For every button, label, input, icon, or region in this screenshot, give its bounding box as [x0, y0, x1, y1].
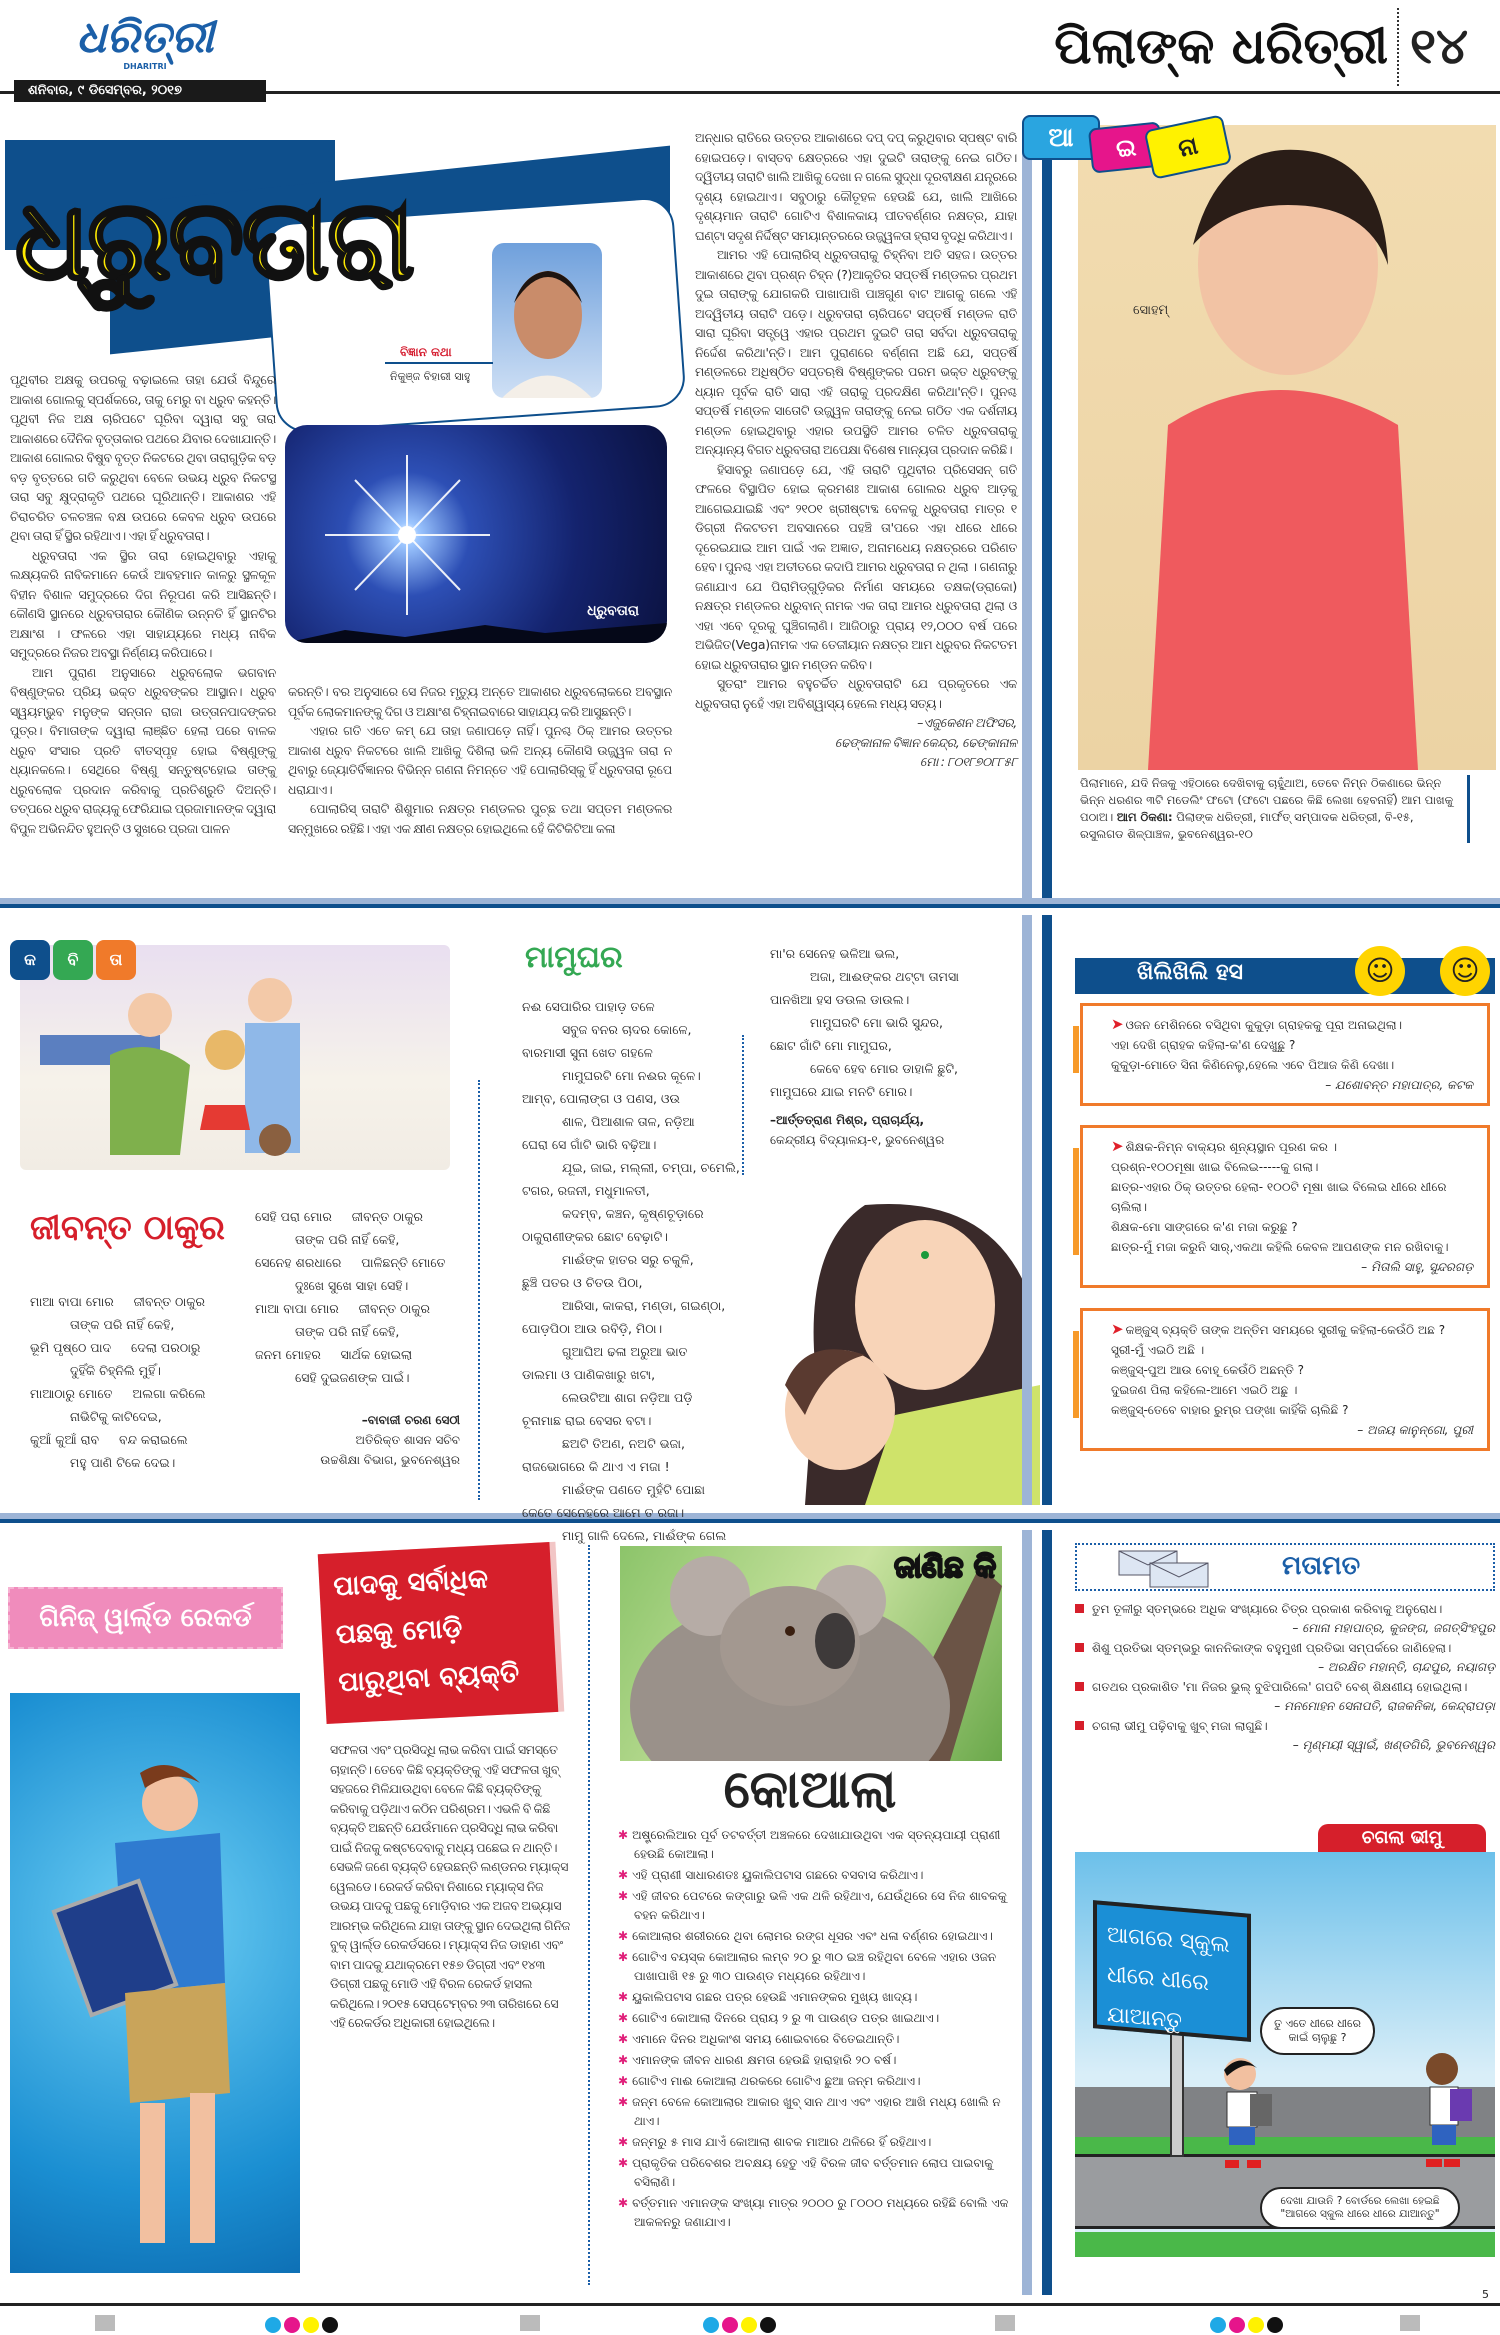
- dotted-divider: [588, 1545, 590, 2285]
- poem-line: ତାଙ୍କ ପରି ନାହିଁ କେହି,: [295, 1324, 400, 1339]
- poem-line: ଜନମ ମୋହର ସାର୍ଥକ ହୋଇଲା: [255, 1347, 413, 1362]
- poem-line: ଡାଲମା ଓ ପାଣିକଖାରୁ ଖଟା,: [522, 1367, 656, 1382]
- note-text: ପିଲାମାନେ, ଯଦି ନିଜକୁ ଏହିଠାରେ ଦେଖିବାକୁ ଚାହୁଁଥାଅ, ତେବେ ନିମ୍ନ ଠିକଣାରେ ଭିନ୍ନ ଭିନ୍ନ ଧରଣର ୩ଟି ମଡେଲିଂ ଫଟୋ (ଫଟୋ ପଛରେ କିଛି ଲେଖା ହେବନାହିଁ) ଆମ ପାଖକୁ ପଠାଅ।: [1080, 776, 1454, 824]
- asterisk-bullet-icon: ✱: [618, 2011, 629, 2025]
- koala-title: କୋଆଲା: [723, 1760, 897, 1820]
- aaina-note: [1080, 775, 1470, 843]
- bullet-square-icon: [1075, 1643, 1084, 1652]
- joke-card: [1080, 1125, 1490, 1288]
- logo-subtext: DHARITRI: [123, 62, 167, 71]
- poem-line: ତାଙ୍କ ପରି ନାହିଁ କେହି,: [70, 1317, 175, 1332]
- gray-mark: [1400, 2315, 1420, 2331]
- poem-line: ପୋଡ଼ପିଠା ଆଉ ରବିଡ଼ି, ମିଠା।: [522, 1321, 663, 1336]
- article-left-column: [10, 370, 276, 838]
- poem-line: ମାମୁଘରଟି ମୋ ନଈର କୂଳେ।: [562, 1068, 701, 1083]
- poem-line: ମାଈଁଙ୍କ ପଣତେ ମୁହଁଟି ପୋଛା: [562, 1482, 706, 1497]
- bullet-square-icon: [1075, 1682, 1084, 1691]
- poem-line: ମାଈଁଙ୍କ ହାତର ସରୁ ଚକୁଳି,: [562, 1252, 694, 1267]
- arrow-bullet-icon: ➤: [1111, 1320, 1124, 1338]
- asterisk-bullet-icon: ✱: [618, 1950, 629, 1964]
- section-divider: [0, 898, 1500, 908]
- paragraph: ଅନ୍ଧାର ରାତିରେ ଉତ୍ତର ଆକାଶରେ ଦପ୍ ଦପ୍ କରୁଥିବାର ସ୍ପଷ୍ଟ ବାରି ହୋଇପଡ଼େ। ବାସ୍ତବ କ୍ଷେତ୍ରରେ ଏହା ଦୁଇଟି ତାରାଙ୍କୁ ନେଇ ଗଠିତ। ଦ୍ୱିତୀୟ ତାରାଟି ଖାଲି ଆଖିକୁ ଦେଖା ନ ଗଲେ ସୁଦ୍ଧା ଦୂରବୀକ୍ଷଣ ଯନ୍ତ୍ରରେ ଦୃଶ୍ୟ ହୋଇଥାଏ। ସବୁଠାରୁ କୌତୂହଳ ହେଉଛି ଯେ, ଖାଲି ଆଖିରେ ଦୃଶ୍ୟମାନ ତାରାଟି ଗୋଟିଏ ବିଶାଳକାୟ ପୀତବର୍ଣ୍ଣର ନକ୍ଷତ୍ର, ଯାହା ଘଣ୍ଟା ସଦୃଶ ନିର୍ଦ୍ଦିଷ୍ଟ ସମୟାନ୍ତରରେ ଉଜ୍ଜ୍ୱଳତା ହ୍ରାସ ବୃଦ୍ଧି କରିଥାଏ।: [695, 130, 1017, 243]
- kicker-rule: [385, 362, 493, 364]
- poem-line: ମାଆଠାରୁ ମୋତେ ଅଲଗା କରିଲେ: [30, 1386, 206, 1401]
- bullet-square-icon: [1075, 1721, 1084, 1730]
- poem-line: ନଈ ସେପାରିର ପାହାଡ଼ ତଳେ: [522, 999, 655, 1014]
- address-label: ଆମ ଠିକଣା:: [1116, 810, 1173, 824]
- paragraph: ସଫଳତା ଏବଂ ପ୍ରସିଦ୍ଧି ଲାଭ କରିବା ପାଇଁ ସମସ୍ତେ ଚାହାନ୍ତି। ତେବେ କିଛି ବ୍ୟକ୍ତିଙ୍କୁ ଏହି ସଫଳତା ଖୁବ୍ ସହଜରେ ମିଳିଯାଉଥିବା ବେଳେ କିଛି ବ୍ୟକ୍ତିଙ୍କୁ କରିବାକୁ ପଡ଼ିଥାଏ କଠିନ ପରିଶ୍ରମ। ଏଭଳି ବି କିଛି ବ୍ୟକ୍ତି ଅଛନ୍ତି ଯେଉଁମାନେ ପ୍ରସିଦ୍ଧି ଲାଭ କରିବା ପାଇଁ ନିଜକୁ କଷ୍ଟଦେବାକୁ ମଧ୍ୟ ପଛେଇ ନ ଥାନ୍ତି। ସେଭଳି ଜଣେ ବ୍ୟକ୍ତି ହେଉଛନ୍ତି ଲଣ୍ଡନର ମ୍ୟାକ୍ସ ୱେଲଡେ। ରେକର୍ଡ କରିବା ନିଶାରେ ମ୍ୟାକ୍ସ ନିଜ ଉଭୟ ପାଦକୁ ପଛକୁ ମୋଡ଼ିବାର ଏକ ଅଜବ ଅଭ୍ୟାସ ଆରମ୍ଭ କରିଥିଲେ ଯାହା ତାଙ୍କୁ ସ୍ଥାନ ଦେଇଥିଲା ଗିନିଜ ବୁକ୍ ୱାର୍ଲ୍ଡ ରେକର୍ଡସରେ। ମ୍ୟାକ୍ସ ନିଜ ଡାହାଣ ଏବଂ ବାମ ପାଦକୁ ଯଥାକ୍ରମେ ୧୫୭ ଡିଗ୍ରୀ ଏବଂ ୧୪୩ ଡିଗ୍ରୀ ପଛକୁ ମୋଡି ଏହି ବିରଳ ରେକର୍ଡ ହାସଲ କରିଥିଲେ। ୨୦୧୫ ସେପ୍ଟେମ୍ବର ୨୩ ତାରିଖରେ ସେ ଏହି ରେକର୍ଡର ଅଧିକାରୀ ହୋଇଥିଲେ।: [330, 1742, 571, 2030]
- poem-line: ଛୁଞ୍ଚି ପତର ଓ ଚିତଉ ପିଠା,: [522, 1275, 643, 1290]
- column-divider-light: [1022, 1530, 1032, 2295]
- signoff-phone: ମୋ : ୮୦୧୮୭୦୮୮୫୮: [919, 754, 1017, 769]
- letter-item: [1075, 1678, 1495, 1716]
- guinness-headline: ପାଦକୁ ସର୍ବାଧିକ ପଛକୁ ମୋଡ଼ି ପାରୁଥିବା ବ୍ୟକ୍ତି: [318, 1542, 559, 1724]
- joke-card: [1080, 1003, 1490, 1106]
- asterisk-bullet-icon: ✱: [618, 2053, 629, 2067]
- poem-line: ଯୂଇ, ଜାଇ, ମଲ୍ଲୀ, ଚମ୍ପା, ଚମେଲି,: [562, 1160, 740, 1175]
- letter-text: ଶିଶୁ ପ୍ରତିଭା ସ୍ତମ୍ଭରୁ କାନନିକାଙ୍କ ବହୁମୁଖୀ ପ୍ରତିଭା ସମ୍ପର୍କରେ ଜାଣିହେଲା।: [1092, 1641, 1452, 1655]
- joke-line: ଛାତ୍ର-ମୁଁ ମଜା କରୁନି ସାର୍,ଏକଥା କହିଲି କେବଳ ଆପଣଙ୍କ ମନ ରଖିବାକୁ।: [1111, 1240, 1449, 1254]
- paragraph: କରନ୍ତି। ବର ଅନୁସାରେ ସେ ନିଜର ମୃତ୍ୟୁ ଅନ୍ତେ ଆକାଶର ଧ୍ରୁବଲୋକରେ ଅବସ୍ଥାନ ପୂର୍ବକ ଲୋକମାନଙ୍କୁ ଦିଗ ଓ ଅକ୍ଷାଂଶ ଚିହ୍ନାଇବାରେ ସାହାଯ୍ୟ କରି ଆସୁଛନ୍ତି।: [288, 684, 672, 719]
- dotted-divider: [478, 1080, 480, 1500]
- letters-title: ମତାମତ: [1282, 1551, 1361, 1581]
- footer-rule: [0, 2303, 1500, 2306]
- fact-item: ✱ ପ୍ରାକୃତିକ ପରିବେଶର ଅବକ୍ଷୟ ହେତୁ ଏହି ବିରଳ ଜୀବ ବର୍ତ୍ତମାନ ଲୋପ ପାଇବାକୁ ବସିଲାଣି।: [618, 2156, 994, 2189]
- arrow-bullet-icon: ➤: [1111, 1015, 1124, 1033]
- poem-title: ଜୀବନ୍ତ ଠାକୁର: [30, 1208, 225, 1248]
- paragraph: ଆମ ପୁରାଣ ଅନୁସାରେ ଧ୍ରୁବଲୋକ ଭଗବାନ ବିଷ୍ଣୁଙ୍କର ପ୍ରିୟ ଭକ୍ତ ଧ୍ରୁବଙ୍କର ଆସ୍ଥାନ। ଧ୍ରୁବ ସ୍ୱୟମ୍ଭୁବ ମନୁଙ୍କ ସନ୍ତାନ ରାଜା ଉତ୍ତାନପାଦଙ୍କର ପୁତ୍ର। ବିମାତାଙ୍କ ଦ୍ୱାରା ଲାଞ୍ଛିତ ହେଲା ପରେ ବାଳକ ଧ୍ରୁବ ସଂସାର ପ୍ରତି ବୀତସ୍ପୃହ ହୋଇ ବିଷ୍ଣୁଙ୍କୁ ଧ୍ୟାନକଲେ। ସେଥିରେ ବିଷ୍ଣୁ ସନ୍ତୁଷ୍ଟହୋଇ ତାଙ୍କୁ ଧ୍ରୁବଲୋକ ପ୍ରଦାନ କରିବାକୁ ପ୍ରତିଶ୍ରୁତି ଦିଅନ୍ତି। ତତ୍ପରେ ଧ୍ରୁବ ରାଜ୍ୟକୁ ଫେରିଯାଇ ପ୍ରଜାମାନଙ୍କ ଦ୍ୱାରା ବିପୁଳ ଅଭିନନ୍ଦିତ ହୁଅନ୍ତି ଓ ସୁଖରେ ପ୍ରଜା ପାଳନ: [10, 664, 276, 836]
- thumbs-up-emoji-icon: ☺: [1440, 946, 1490, 996]
- poem-line: ମାମୁଘରେ ଯାଇ ମନଟି ମୋର।: [770, 1084, 913, 1099]
- column-divider-dark: [1042, 915, 1052, 1505]
- letter-text: ତୁମ ତୂଳୀରୁ ସ୍ତମ୍ଭରେ ଅଧିକ ସଂଖ୍ୟାରେ ଚିତ୍ର ପ୍ରକାଶ କରିବାକୁ ଅନୁରୋଧ।: [1092, 1602, 1443, 1616]
- cmyk-dots: [1210, 2317, 1283, 2333]
- image-caption: ଧ୍ରୁବତାରା: [587, 603, 639, 619]
- letters-list: [1075, 1600, 1495, 1756]
- kavita-tab: ତା: [96, 940, 136, 980]
- letters-header: [1075, 1543, 1495, 1591]
- poem-line: ବାରମାସୀ ସୁନା ଖେତ ଗହଳେ: [522, 1045, 653, 1060]
- poem-title: ମାମୁଘର: [525, 940, 623, 975]
- poem-line: ଟଗର, ରଜନୀ, ମଧୁମାଳତୀ,: [522, 1183, 650, 1198]
- poem-line: ଲେଉଟିଆ ଶାଗ ନଡ଼ିଆ ପଡ଼ି: [562, 1390, 693, 1405]
- registration-marks: [0, 2315, 1500, 2335]
- dotted-divider: [742, 1035, 744, 1175]
- asterisk-bullet-icon: ✱: [618, 1828, 629, 1842]
- gray-mark: [995, 2315, 1015, 2331]
- poem-line: ସେହି ପରା ମୋର ଜୀବନ୍ତ ଠାକୁର: [255, 1209, 424, 1224]
- poem-line: କଦମ୍ବ, କଞ୍ଚନ, କୃଷ୍ଣଚୂଡ଼ାରେ: [562, 1206, 704, 1221]
- speech-bubble: ଦେଖା ଯାଉନି ? ବୋର୍ଡରେ ଲେଖା ହେଇଛି "ଆଗରେ ସ୍କୁଲ ଧୀରେ ଧୀରେ ଯାଆନ୍ତୁ": [1260, 2187, 1460, 2229]
- fact-item: ✱ ଜନ୍ମରୁ ୫ ମାସ ଯାଏଁ କୋଆଲା ଶାବକ ମାଆର ଥଳିରେ ହିଁ ରହିଥାଏ।: [618, 2135, 932, 2149]
- address: ପିଲାଙ୍କ ଧରିତ୍ରୀ, ମାର୍ଫତ୍ ସମ୍ପାଦକ ଧରିତ୍ରୀ, ବି-୧୫, ରସୁଲଗଡ ଶିଳ୍ପାଞ୍ଚଳ, ଭୁବନେଶ୍ୱର-୧୦: [1080, 810, 1414, 841]
- joke-lines: [1111, 1014, 1473, 1075]
- poem-column: [30, 1290, 250, 1474]
- asterisk-bullet-icon: ✱: [618, 1868, 629, 1882]
- folio: 5: [1482, 2288, 1489, 2301]
- asterisk-bullet-icon: ✱: [618, 2156, 629, 2170]
- date-bar: ଶନିବାର, ୯ ଡିସେମ୍ବର, ୨୦୧୭: [14, 80, 266, 102]
- poem-line: ଶାଳ, ପିଆଶାଳ ତାଳ, ନଡ଼ିଆ: [562, 1114, 695, 1129]
- jokes-header: [1075, 954, 1495, 994]
- poem-line: ରାଜଭୋଗରେ କି ଥାଏ ଏ ମଜା !: [522, 1459, 670, 1474]
- poem-line: ମାମୁଘରଟି ମୋ ଭାରି ସୁନ୍ଦର,: [810, 1015, 943, 1030]
- letter-item: [1075, 1717, 1495, 1755]
- asterisk-bullet-icon: ✱: [618, 1929, 629, 1943]
- joke-card: [1080, 1308, 1490, 1451]
- fact-item: ✱ ଗୋଟିଏ କୋଆଲା ଦିନରେ ପ୍ରାୟ ୨ ରୁ ୩ ପାଉଣ୍ଡ ପତ୍ର ଖାଇଥାଏ।: [618, 2011, 940, 2025]
- joke-line: ଛାତ୍ର-ଏହାର ଠିକ୍ ଉତ୍ତର ହେଲା- ୧୦୦ଟି ମୂଷା ଖାଇ ବିଲେଇ ଧୀରେ ଧୀରେ ଚାଲିଲା।: [1111, 1180, 1447, 1214]
- joke-line: ➤ ଓଜନ ମେଶିନରେ ବସିଥିବା କୁକୁଡ଼ା ଗ୍ରାହକକୁ ପୂରା ଅନାଇଥିଲା।: [1111, 1015, 1402, 1033]
- column-divider-dark: [1042, 1530, 1052, 2295]
- koala-facts: [618, 1826, 1016, 2234]
- poem-line: ସେନେହ ଶରଧାରେ ପାଳିଛନ୍ତି ମୋତେ: [255, 1255, 446, 1270]
- boy-walking-icon: [1215, 2052, 1285, 2172]
- kavita-tab: କ: [10, 940, 50, 980]
- poem-line: ମାମୁ ଗାଳି ଦେଲେ, ମାଈଁଙ୍କ ଗେଲ: [562, 1528, 727, 1543]
- poem-line: କେତେ ସେନେହରେ ଆମେ ତ ରଜା।: [522, 1505, 685, 1520]
- envelope-icon: [1117, 1549, 1212, 1589]
- arrow-bullet-icon: ➤: [1111, 1137, 1124, 1155]
- guinness-label: ଗିନିଜ୍ ୱାର୍ଲ୍ଡ ରେକର୍ଡ: [8, 1587, 283, 1649]
- author-line: ଉଚ୍ଚଶିକ୍ଷା ବିଭାଗ, ଭୁବନେଶ୍ୱର: [320, 1453, 460, 1467]
- record-holder-icon: [10, 1693, 300, 2273]
- joke-author: – ଅଜୟ କାନୁନ୍‌ଗୋ, ପୁରୀ: [1357, 1423, 1473, 1437]
- photo-name: ସୋହମ୍: [1133, 303, 1169, 318]
- poem-line: ଠାକୁରାଣୀଙ୍କର ଛୋଟ ବେଢ଼ାଟି।: [522, 1229, 668, 1244]
- aaina-tab: ଆ: [1022, 115, 1100, 160]
- gray-mark: [95, 2315, 115, 2331]
- article-center-column: [288, 682, 672, 838]
- paragraph: ଧ୍ରୁବତାରା ଏକ ସ୍ଥିର ତାରା ହୋଇଥିବାରୁ ଏହାକୁ ଲକ୍ଷ୍ୟକରି ନାବିକମାନେ କେଉଁ ଆବହମାନ କାଳରୁ ସ୍ଥଳକୂଳ ବିହୀନ ବିଶାଳ ସମୁଦ୍ରରେ ଦିଗ ନିରୂପଣ କରି ଆସିଛନ୍ତି। କୌଣସି ସ୍ଥାନରେ ଧ୍ରୁବତାରାର କୌଣିକ ଉନ୍ନତି ହିଁ ସ୍ଥାନଟିର ଅକ୍ଷାଂଶ । ଫଳରେ ଏହା ସାହାଯ୍ୟରେ ମଧ୍ୟ ନାବିକ ସମୁଦ୍ରରେ ନିଜର ଅବସ୍ଥା ନିର୍ଣ୍ଣୟ କରିପାରେ।: [10, 547, 276, 660]
- joke-author: – ଯଶୋବନ୍ତ ମହାପାତ୍ର, କଟକ: [1325, 1078, 1473, 1092]
- poem-column: [770, 942, 1020, 1103]
- column-divider-dark: [1042, 140, 1052, 900]
- poem-line: ମା'ର ସେନେହ ଭଳିଆ ଭଲ,: [770, 946, 900, 961]
- letter-author: – ଅରକ୍ଷିତ ମହାନ୍ତି, ଚାନ୍ଦପୁର, ନୟାଗଡ଼: [1318, 1660, 1495, 1674]
- poem-author: [320, 1410, 460, 1470]
- portrait-icon: [492, 243, 602, 398]
- fact-item: ✱ ଗୋଟିଏ ବୟସ୍କ କୋଆଲାର ଲମ୍ବ ୨୦ ରୁ ୩୦ ଇଞ୍ଚ ରହିଥିବା ବେଳେ ଏହାର ଓଜନ ପାଖାପାଖି ୧୫ ରୁ ୩୦ ପାଉଣ୍ଡ ମଧ୍ୟରେ ରହିଥାଏ।: [618, 1950, 997, 1983]
- letter-text: ଚଗଲା ଭୀମୁ ପଢ଼ିବାକୁ ଖୁବ୍ ମଜା ଲାଗୁଛି।: [1092, 1719, 1268, 1733]
- fact-item: ✱ ବର୍ତ୍ତମାନ ଏମାନଙ୍କ ସଂଖ୍ୟା ମାତ୍ର ୨୦୦୦ ରୁ ୮୦୦୦ ମଧ୍ୟରେ ରହିଛି ବୋଲି ଏକ ଆକଳନରୁ ଜଣାଯାଏ।: [618, 2196, 1009, 2229]
- fact-item: ✱ ଏହି ପ୍ରାଣୀ ସାଧାରଣତଃ ୟୁକାଲିପଟାସ ଗଛରେ ବସବାସ କରିଥାଏ।: [618, 1868, 924, 1882]
- joke-line: କଞ୍ଜୁସ୍-ପୁଅ ଆଉ ବୋହୂ କେଉଁଠି ଅଛନ୍ତି ?: [1111, 1363, 1305, 1377]
- cartoon-panel: [1075, 1852, 1495, 2257]
- mother-hug-icon: [745, 1185, 1040, 1505]
- column-divider-light: [1022, 140, 1032, 900]
- author-line: କେନ୍ଦ୍ରୀୟ ବିଦ୍ୟାଳୟ-୧, ଭୁବନେଶ୍ୱର: [770, 1133, 945, 1147]
- poem-line: ଦୁଃଖେ ସୁଖେ ସାହା ସେହି।: [295, 1278, 409, 1293]
- poem-line: ଛୋଟ ଗାଁଟି ମୋ ମାମୁଘର,: [770, 1038, 892, 1053]
- poem-line: ଆମ୍ବ, ପୋଲାଙ୍ଗ ଓ ପଣସ, ଓଉ: [522, 1091, 680, 1106]
- fact-item: ✱ ଅଷ୍ଟ୍ରେଲିଆର ପୂର୍ବ ତଟବର୍ତ୍ତୀ ଅଞ୍ଚଳରେ ଦେଖାଯାଉଥିବା ଏକ ସ୍ତନ୍ୟପାୟୀ ପ୍ରାଣୀ ହେଉଛି କୋଆଲା।: [618, 1828, 1001, 1861]
- logo-text: ଧରିତ୍ରୀ: [76, 12, 214, 63]
- poem-line: ତାଙ୍କ ପରି ନାହିଁ କେହି,: [295, 1232, 400, 1247]
- fact-item: ✱ ୟୁକାଲିପଟାସ ଗଛର ପତ୍ର ହେଉଛି ଏମାନଙ୍କର ମୁଖ୍ୟ ଖାଦ୍ୟ।: [618, 1990, 918, 2004]
- poem-line: ନାଭିଟିକୁ କାଟିଦେଇ,: [70, 1409, 162, 1424]
- paragraph: ଆମର ଏହି ପୋଲାରିସ୍ ଧ୍ରୁବତାରାକୁ ଚିହ୍ନିବା ଅତି ସହଜ। ଉତ୍ତର ଆକାଶରେ ଥିବା ପ୍ରଶ୍ନ ଚିହ୍ନ (?)ଆକୃତିର ସପ୍ତର୍ଷି ମଣ୍ଡଳର ପ୍ରଥମ ଦୁଇ ତାରାଙ୍କୁ ଯୋଗକରି ପାଖାପାଖି ପାଞ୍ଚଗୁଣ ବାଟ ଆଗକୁ ଗଲେ ଏହି ଅଦ୍ୱିତୀୟ ତାରାଟି ପଡ଼େ। ଧ୍ରୁବତାରା ଚାରିପଟେ ସପ୍ତର୍ଷି ମଣ୍ଡଳ ରାତି ସାରା ଘୂରିବା ସତ୍ତ୍ୱେ ଏହାର ପ୍ରଥମ ଦୁଇଟି ତାରା ସର୍ବଦା ଧ୍ରୁବତାରାକୁ ନିର୍ଦ୍ଦେଶ କରିଥା'ନ୍ତି। ଆମ ପୁରାଣରେ ବର୍ଣ୍ଣନା ଅଛି ଯେ, ସପ୍ତର୍ଷି ମଣ୍ଡଳରେ ଅଧିଷ୍ଠିତ ସପ୍ତଋଷି ବିଷ୍ଣୁଙ୍କର ପରମ ଭକ୍ତ ଧ୍ରୁବଙ୍କୁ ଧ୍ୟାନ ପୂର୍ବକ ରାତି ସାରା ଏହି ତାରାକୁ ପ୍ରଦକ୍ଷିଣ କରିଥା'ନ୍ତି। ପୁନଶ୍ଚ ସପ୍ତର୍ଷି ମଣ୍ଡଳ ସାତୋଟି ଉଜ୍ଜ୍ୱଳ ତାରାଙ୍କୁ ନେଇ ଗଠିତ ଏକ ଦର୍ଶନୀୟ ମଣ୍ଡଳ ହୋଇଥିବାରୁ ଏହାର ଉପସ୍ଥିତି ଆମର ଚଳିତ ଧ୍ରୁବତାରାକୁ ଅନ୍ୟାନ୍ୟ ବିଗତ ଧ୍ରୁବତାରା ଅପେକ୍ଷା ବିଶେଷ ମାନ୍ୟତା ପ୍ରଦାନ କରିଛି।: [695, 247, 1017, 457]
- asterisk-bullet-icon: ✱: [618, 2095, 629, 2109]
- poem-line: କେବେ ହେବ ମୋର ଡାହାଳି ଛୁଟି,: [810, 1061, 959, 1076]
- poem-column: [255, 1205, 475, 1389]
- poem-line: ପାନଖିଆ ହସ ଡଉଲ ଡାଉଲ।: [770, 992, 910, 1007]
- joke-line: ➤ କଞ୍ଜୁସ୍ ବ୍ୟକ୍ତି ତାଙ୍କ ଅନ୍ତିମ ସମୟରେ ସ୍ତ୍ରୀକୁ କହିଲା-କେଉଁଠି ଅଛ ?: [1111, 1320, 1446, 1338]
- kicker: ବିଜ୍ଞାନ କଥା: [400, 345, 452, 359]
- paragraph: ପୃଥିବୀର ଅକ୍ଷକୁ ଉପରକୁ ବଢ଼ାଇଲେ ତାହା ଯେଉଁ ବିନ୍ଦୁରେ ଆକାଶ ଗୋଲକୁ ସ୍ପର୍ଶକରେ, ତାକୁ ମେରୁ ବା ଧ୍ରୁବ କହନ୍ତି। ପୃଥିବୀ ନିଜ ଅକ୍ଷ ଚାରିପଟେ ଘୂରିବା ଦ୍ୱାରା ସବୁ ତାରା ଆକାଶରେ ଦୈନିକ ବୃତ୍ତାକାର ପଥରେ ଯିବାର ଦେଖାଯାନ୍ତି। ଆକାଶ ଗୋଲର ବିଷୁବ ବୃତ୍ତ ନିକଟରେ ଥିବା ତାରାଗୁଡ଼ିକ ବଡ଼ ବଡ଼ ବୃତ୍ତରେ ଗତି କରୁଥିବା ବେଳେ ଉଭୟ ଧ୍ରୁବ ନିକଟସ୍ଥ ତାରା ସବୁ କ୍ଷୁଦ୍ରାକୃତି ପଥରେ ଘୂରିଥାନ୍ତି। ଆକାଶର ଏହି ଚିରାଚରିତ ଚଳଚଞ୍ଚଳ ବକ୍ଷ ଉପରେ କେବଳ ଧ୍ରୁବ ଉପରେ ଥିବା ତାରା ହିଁ ସ୍ଥିର ରହିଥାଏ। ଏହା ହିଁ ଧ୍ରୁବତାରା।: [10, 372, 276, 543]
- school-sign: ଆଗରେ ସ୍କୁଲ ଧୀରେ ଧୀରେ ଯାଆନ୍ତୁ: [1093, 1900, 1251, 2042]
- joke-lines: [1111, 1136, 1473, 1257]
- laughing-emoji-icon: ☺: [1355, 946, 1405, 996]
- asterisk-bullet-icon: ✱: [618, 1889, 629, 1903]
- letter-item: [1075, 1600, 1495, 1638]
- author-name: –ଆର୍ତ୍ତତ୍ରାଣ ମିଶ୍ର, ପ୍ରାଚାର୍ଯ୍ୟ,: [770, 1113, 925, 1127]
- gray-mark: [520, 2315, 540, 2331]
- title-separator: [1397, 8, 1399, 86]
- aaina-tab: ଇ: [1088, 121, 1164, 173]
- aaina-tab: ନା: [1144, 114, 1233, 180]
- signpost: [1170, 2032, 1184, 2157]
- joke-lines: [1111, 1319, 1473, 1420]
- kavita-tabs: [10, 940, 136, 980]
- signoff: [695, 713, 1017, 772]
- masthead-logo[interactable]: [55, 10, 235, 80]
- poem-line: ଚୂନାମାଛ ରାଇ ବେସର ବଟା।: [522, 1413, 652, 1428]
- joke-line: ଦୁଇଜଣ ପିଲା କହିଲେ-ଆମେ ଏଇଠି ଅଛୁ ।: [1111, 1383, 1298, 1397]
- poem-line: ଛଅଟି ତିଅଣ, ନଅଟି ଭଜା,: [562, 1436, 686, 1451]
- joke-author: – ମିତାଲି ସାହୁ, ସୁନ୍ଦରଗଡ଼: [1361, 1260, 1473, 1274]
- poem-line: କୁଆଁ କୁଆଁ ରାବ ବନ୍ଦ କରାଇଲେ: [30, 1432, 188, 1447]
- paragraph: ପୋଲାରିସ୍ ତାରାଟି ଶିଶୁମାର ନକ୍ଷତ୍ର ମଣ୍ଡଳର ପୁଚ୍ଛ ତଥା ସପ୍ତମ ମଣ୍ଡଳର ସନ୍ମୁଖରେ ରହିଛି। ଏହା ଏକ କ୍ଷୀଣ ନକ୍ଷତ୍ର ହୋଇଥିଲେ ହେଁ କିଟିକିଟିଆ କଳା: [288, 801, 672, 836]
- article-title: ଧ୍ରୁବତାରା: [15, 176, 413, 304]
- letter-item: [1075, 1639, 1495, 1677]
- mother-child-illustration: [745, 1185, 1040, 1505]
- fact-item: ✱ କୋଆଲାର ଶରୀରରେ ଥିବା ଲୋମର ରଙ୍ଗ ଧୂସର ଏବଂ ଧଳା ବର୍ଣ୍ଣର ହୋଇଥାଏ।: [618, 1929, 993, 1943]
- fact-item: ✱ ଏହି ଜୀବର ପେଟରେ କଙ୍ଗାରୁ ଭଳି ଏକ ଥଳି ରହିଥାଏ, ଯେଉଁଥିରେ ସେ ନିଜ ଶାବକକୁ ବହନ କରିଥାଏ।: [618, 1889, 1007, 1922]
- joke-line: କୁକୁଡ଼ା-ମୋତେ ସିନା କିଣିନେଲୁ,ହେଲେ ଏବେ ପିଆଜ କିଣି ଦେଖା।: [1111, 1058, 1395, 1072]
- cmyk-dots: [703, 2317, 776, 2333]
- cartoon-title: ଚଗଲା ଭୀମୁ: [1318, 1824, 1486, 1852]
- asterisk-bullet-icon: ✱: [618, 2135, 629, 2149]
- asterisk-bullet-icon: ✱: [618, 1990, 629, 2004]
- poem-line: ଅଜା, ଆଈଙ୍କର ଥଟ୍ଟା ତାମସା: [810, 969, 960, 984]
- signoff-line: –ଏଜୁକେଶନ ଅଫିସର,: [917, 715, 1017, 730]
- poem-line: ମାଆ ବାପା ମୋର ଜୀବନ୍ତ ଠାକୁର: [30, 1294, 205, 1309]
- fact-item: ✱ ଏମାନଙ୍କ ଜୀବନ ଧାରଣ କ୍ଷମତା ହେଉଛି ହାରାହାରି ୨୦ ବର୍ଷ।: [618, 2053, 897, 2067]
- koala-photo: [620, 1546, 1002, 1761]
- section-divider: [0, 1513, 1500, 1523]
- paragraph: ଏହାର ଗତି ଏତେ କମ୍ ଯେ ତାହା ଜଣାପଡ଼େ ନାହିଁ। ପୁନଶ୍ଚ ଠିକ୍ ଆମର ଉତ୍ତର ଆକାଶ ଧ୍ରୁବ ନିକଟରେ ଖାଲି ଆଖିକୁ ଦିଶିଲା ଭଳି ଅନ୍ୟ କୌଣସି ଉଜ୍ଜ୍ୱଳ ତାରା ନ ଥିବାରୁ ଜ୍ୟୋତିର୍ବିଜ୍ଞାନର ବିଭିନ୍ନ ଗଣନା ନିମନ୍ତେ ଏହି ପୋଲାରିସ୍‌କୁ ହିଁ ଧ୍ରୁବତାରା ରୂପେ ଧରାଯାଏ।: [288, 723, 672, 797]
- column-divider-light: [1022, 915, 1032, 1505]
- letter-text: ଗତଥର ପ୍ରକାଶିତ 'ମା ନିଜର ଭୁଲ୍ ବୁଝିପାରିଲେ' ଗପଟି ବେଶ୍ ଶିକ୍ଷଣୀୟ ହୋଇଥିଲା।: [1092, 1680, 1468, 1694]
- poem-line: ସବୁଜ ବନର ଚାଦର କୋଳେ,: [562, 1022, 692, 1037]
- poem-line: ସେହି ଦୁଇଜଣଙ୍କ ପାଇଁ।: [295, 1370, 410, 1385]
- joke-line: ପ୍ରଶ୍ନ-୧୦୦ମୂଷା ଖାଇ ବିଲେଇ-----କୁ ଗଲା।: [1111, 1160, 1319, 1174]
- jokes-title: ଖିଲିଖିଲି ହସ: [1137, 960, 1244, 985]
- guinness-photo: [10, 1693, 300, 2273]
- cmyk-dots: [265, 2317, 338, 2333]
- koala-kicker: ଜାଣିଛ କି: [894, 1550, 996, 1585]
- poem-line: ଆରିସା, କାକରା, ମଣ୍ଡା, ଗଇଣ୍ଠା,: [562, 1298, 726, 1313]
- child-portrait-icon: [1078, 125, 1496, 770]
- fact-item: ✱ ଏମାନେ ଦିନର ଅଧିକାଂଶ ସମୟ ଶୋଇବାରେ ବିତେଇଥାନ୍ତି।: [618, 2032, 900, 2046]
- paragraph: ହିସାବରୁ ଜଣାପଡ଼େ ଯେ, ଏହି ତାରାଟି ପୃଥିବୀର ପ୍ରିସେସନ୍ ଗତି ଫଳରେ ବିସ୍ଥାପିତ ହୋଇ କ୍ରମଶଃ ଆକାଶ ଗୋଲର ଧ୍ରୁବ ଆଡ଼କୁ ଆଗେଇଯାଇଛି ଏବଂ ୨୧୦୧ ଖ୍ରୀଷ୍ଟାବ୍ଦ ବେଳକୁ ଧ୍ରୁବତାରା ମାତ୍ର ୧ ଡିଗ୍ରୀ ନିକଟତମ ଅବସାନରେ ପହଞ୍ଚି ତା'ପରେ ଏହା ଧୀରେ ଧୀରେ ଦୂରେଇଯାଇ ଆମ ପାଇଁ ଏକ ଅଜ୍ଞାତ, ଅନାମଧେୟ ନକ୍ଷତ୍ରରେ ପରିଣତ ହେବ। ପୁନଶ୍ଚ ଏହା ଅତୀତରେ କଦାପି ଆମର ଧ୍ରୁବତାରା ନ ଥିଲା । ଗଣନାରୁ ଜଣାଯାଏ ଯେ ପିରାମିଡ୍‌ଗୁଡ଼ିକର ନିର୍ମାଣ ସମୟରେ ତକ୍ଷକ(ଡ୍ରାକୋ) ନକ୍ଷତ୍ର ମଣ୍ଡଳର ଧ୍ରୁବାନ୍ ନାମକ ଏକ ତାରା ଆମର ଧ୍ରୁବତାରା ଥିଲା ଓ ଏହା ଏବେ ଦୂରକୁ ଘୁଞ୍ଚିଗଲାଣି। ଆଜିଠାରୁ ପ୍ରାୟ ୧୨,୦୦୦ ବର୍ଷ ପରେ ଅଭିଜିତ(Vega)ନାମକ ଏକ ତେଜୀୟାନ ନକ୍ଷତ୍ର ଆମ ଧ୍ରୁବର ନିକଟତମ ହୋଇ ଧ୍ରୁବତାରାର ସ୍ଥାନ ମଣ୍ଡନ କରିବ।: [695, 461, 1017, 672]
- fact-item: ✱ ଜନ୍ମ ବେଳେ କୋଆଲାର ଆକାର ଖୁବ୍ ସାନ ଥାଏ ଏବଂ ଏହାର ଆଖି ମଧ୍ୟ ଖୋଲି ନ ଥାଏ।: [618, 2095, 1001, 2128]
- author-name: –ବାବାଜୀ ଚରଣ ସେଠୀ: [361, 1413, 460, 1427]
- guinness-body: [330, 1740, 575, 2033]
- poem-line: ଭୂମି ପୃଷ୍ଠେ ପାଦ ଦେଲା ପରଠାରୁ: [30, 1340, 201, 1355]
- signoff-line: ଢେଙ୍କାନାଳ ବିଜ୍ଞାନ କେନ୍ଦ୍ର, ଢେଙ୍କାନାଳ: [834, 734, 1017, 750]
- joke-line: ସ୍ତ୍ରୀ-ମୁଁ ଏଇଠି ଅଛି ।: [1111, 1343, 1205, 1357]
- fact-item: ✱ ଗୋଟିଏ ମାଈ କୋଆଲା ଥରକରେ ଗୋଟିଏ ଛୁଆ ଜନ୍ମ କରିଥାଏ।: [618, 2074, 921, 2088]
- poem-author: [770, 1110, 944, 1150]
- speech-bubble: ତୁ ଏତେ ଧୀରେ ଧୀରେ କାଇଁ ଚାଲୁଛୁ ?: [1260, 2007, 1375, 2055]
- boy-standing-icon: [1420, 2047, 1480, 2172]
- poem-line: ଘେରା ସେ ଗାଁଟି ଭାରି ବଢ଼ିଆ।: [522, 1137, 657, 1152]
- poem-line: ଦୁହିଁକି ଚିହ୍ନିଲି ମୁହିଁ।: [70, 1363, 161, 1378]
- kavita-tab: ବି: [53, 940, 93, 980]
- bullet-square-icon: [1075, 1604, 1084, 1613]
- letter-author: – ମୋନା ମହାପାତ୍ର, କୁଜଙ୍ଗ, ଜଗତ୍‌ସିଂହପୁର: [1292, 1621, 1495, 1635]
- asterisk-bullet-icon: ✱: [618, 2074, 629, 2088]
- joke-line: ଶିକ୍ଷକ-ମୋ ସାଙ୍ଗରେ କ'ଣ ମଜା କରୁଛୁ ?: [1111, 1220, 1298, 1234]
- aaina-photo: [1078, 125, 1496, 770]
- byline: ନିକୁଞ୍ଜ ବିହାରୀ ସାହୁ: [390, 370, 471, 383]
- poem-line: ମାଆ ବାପା ମୋର ଜୀବନ୍ତ ଠାକୁର: [255, 1301, 430, 1316]
- author-line: ଅତିରିକ୍ତ ଶାସନ ସଚିବ: [355, 1433, 460, 1447]
- joke-line: କଞ୍ଜୁସ୍-ତେବେ ବାହାର ରୁମ୍‌ର ପଙ୍ଖା କାହିଁକି ଚାଲିଛି ?: [1111, 1403, 1349, 1417]
- poem-column: [522, 995, 740, 1547]
- paragraph: ସୁତରାଂ ଆମର ବହୁଚର୍ଚ୍ଚିତ ଧ୍ରୁବତାରାଟି ଯେ ପ୍ରକୃତରେ ଏକ ଧ୍ରୁବତାରା ନୁହେଁ ଏହା ଅବିଶ୍ୱାସ୍ୟ ହେଲେ ମଧ୍ୟ ସତ୍ୟ।: [695, 676, 1017, 711]
- polestar-image: [285, 425, 667, 643]
- poem-line: ମହୁ ପାଣି ଟିକେ ଦେଇ।: [70, 1455, 176, 1470]
- article-right-column: [695, 128, 1017, 772]
- joke-line: ଏହା ଦେଖି ଗ୍ରାହକ କହିଲା-କ'ଣ ଦେଖୁଛୁ ?: [1111, 1038, 1296, 1052]
- author-photo: [492, 243, 602, 398]
- joke-line: ➤ ଶିକ୍ଷକ-ନିମ୍ନ ବାକ୍ୟର ଶୂନ୍ୟସ୍ଥାନ ପୂରଣ କର ।: [1111, 1137, 1338, 1155]
- letter-author: – ମୃଣ୍ମୟୀ ସ୍ୱାଇଁ, ଖଣ୍ଡଗିରି, ଭୁବନେଶ୍ୱର: [1292, 1738, 1495, 1752]
- asterisk-bullet-icon: ✱: [618, 2196, 629, 2210]
- asterisk-bullet-icon: ✱: [618, 2032, 629, 2046]
- poem-line: ଗୁଆଘିଅ ଢଳା ଅରୁଆ ଭାତ: [562, 1344, 688, 1359]
- page-number: ୧୪: [1410, 17, 1469, 75]
- letter-author: – ମନମୋହନ ସେନାପତି, ରାଜକନିକା, କେନ୍ଦ୍ରାପଡ଼ା: [1274, 1699, 1495, 1713]
- section-title: ପିଲାଙ୍କ ଧରିତ୍ରୀ: [1048, 10, 1388, 82]
- grass: [1075, 2232, 1495, 2257]
